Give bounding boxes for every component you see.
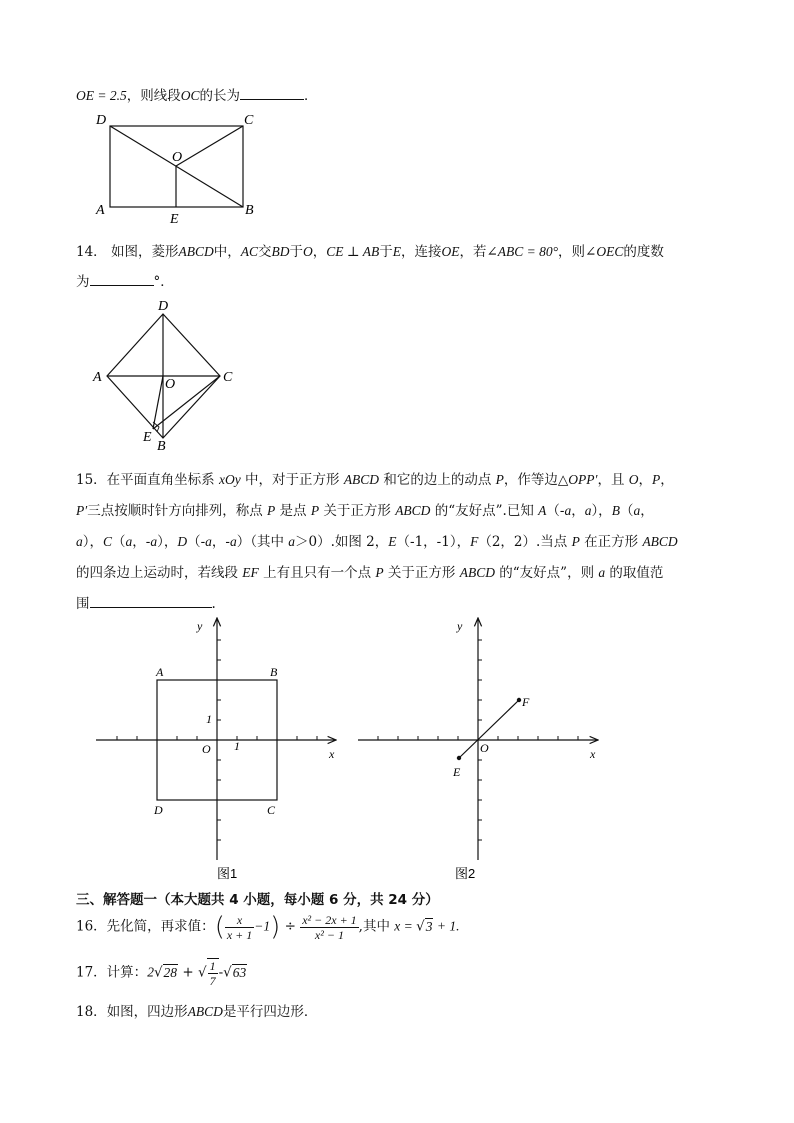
- q15-fig2-point-f: [517, 698, 521, 702]
- q15-answer-blank: [90, 593, 212, 608]
- q14-segment-oe: [153, 376, 163, 429]
- q14-label-a: A: [93, 370, 102, 385]
- q16-fraction-2: $\frac{\text{x² − 2x + 1}}{\text{x² − 1}}$: [302, 912, 357, 942]
- q13-rectangle-figure: [90, 108, 270, 228]
- q17-line: 17．计算：2√28 + √ $\frac{1}{7}$ -√63: [76, 959, 247, 988]
- q14-label-e: E: [143, 430, 152, 445]
- q14-answer-blank: [90, 271, 154, 286]
- q13-answer-blank: [240, 85, 304, 100]
- section-heading: 三、解答题一（本大题共 4 小题，每小题 6 分，共 24 分）: [76, 892, 439, 908]
- q14-label-b: B: [157, 439, 166, 454]
- q15-line-4: 的四条边上运动时，若线段 EF 上有且只有一个点 P 关于正方形 ABCD 的“友好点”，则 a 的取值范: [76, 565, 664, 581]
- q15-fig2-y-label: y: [457, 619, 463, 633]
- q14-rhombus-figure: [90, 296, 250, 456]
- q15-figure-2: [355, 612, 610, 884]
- q15-fig1-label-c: C: [267, 803, 276, 817]
- q18-line: 18．如图，四边形ABCD是平行四边形．: [76, 1004, 318, 1020]
- q13-tail-line: OE = 2.5，则线段OC的长为 ．: [76, 84, 318, 104]
- q15-fig1-label-b: B: [270, 665, 278, 679]
- q14-line-2: 为 °．: [76, 270, 174, 290]
- q14-label-d: D: [158, 299, 169, 314]
- q13-label-o: O: [172, 150, 183, 165]
- q15-fig1-caption: 图1: [217, 866, 238, 881]
- q15-line-2: P′三点按顺时针方向排列，称点 P 是点 P 关于正方形 ABCD 的“友好点”.已知 A（-a，a），B（a，: [76, 503, 654, 519]
- q14-label-c: C: [223, 370, 233, 385]
- q14-line-1: 14． 如图，菱形ABCD中，AC交BD于O，CE ⊥ AB于E，连接OE，若∠ABC = 80°，则∠OEC的度数: [76, 244, 664, 260]
- q15-fig2-x-label: x: [590, 747, 596, 761]
- q15-line-5: 围 .: [76, 592, 216, 612]
- q15-fig1-label-a: A: [156, 665, 164, 679]
- q15-fig1-origin-label: O: [202, 742, 211, 756]
- q15-fig2-segment-ef: [459, 700, 519, 758]
- q15-fig1-y-label: y: [197, 619, 203, 633]
- q13-label-a: A: [96, 203, 105, 218]
- q15-line-1: 15．在平面直角坐标系 xOy 中，对于正方形 ABCD 和它的边上的动点 P，作等边△OPP′，且 O，P，: [76, 472, 674, 488]
- q15-fig1-label-d: D: [154, 803, 163, 817]
- q15-fig2-point-e: [457, 756, 461, 760]
- q14-label-o: O: [165, 377, 176, 392]
- q16-fraction-1: $\frac{x}{x + 1}$: [226, 912, 253, 942]
- q15-line-3: a），C（a，-a），D（-a，-a）（其中 a＞0）.如图 2，E（-1，-1），F（2，2）.当点 P 在正方形 ABCD: [76, 534, 678, 550]
- q13-segment-oc: [176, 126, 243, 166]
- q15-fig2-label-f: F: [522, 695, 530, 709]
- q13-label-d: D: [96, 113, 107, 128]
- q13-label-c: C: [244, 113, 254, 128]
- q16-line: 16．先化简，再求值：( $\frac{x}{x + 1}$ −1) ÷ $\frac{\text{x² − 2x + 1}}{\text{x² − 1}}$ ,其中 x = √3 + 1.: [76, 912, 460, 942]
- q15-fig1-x-one: 1: [234, 739, 240, 753]
- q13-label-b: B: [245, 203, 254, 218]
- q13-label-e: E: [170, 212, 179, 227]
- q15-fig2-origin-label: O: [480, 741, 489, 755]
- q13-oe-value: OE = 2.5: [76, 88, 127, 103]
- q15-fig1-axes: [96, 618, 336, 860]
- q17-fraction: $\frac{1}{7}$: [207, 958, 219, 988]
- q15-figure-1: [90, 612, 355, 884]
- q15-fig1-x-label: x: [329, 747, 335, 761]
- q15-fig1-y-one: 1: [206, 712, 212, 726]
- q15-fig2-caption: 图2: [455, 866, 476, 881]
- q15-fig2-label-e: E: [453, 765, 461, 779]
